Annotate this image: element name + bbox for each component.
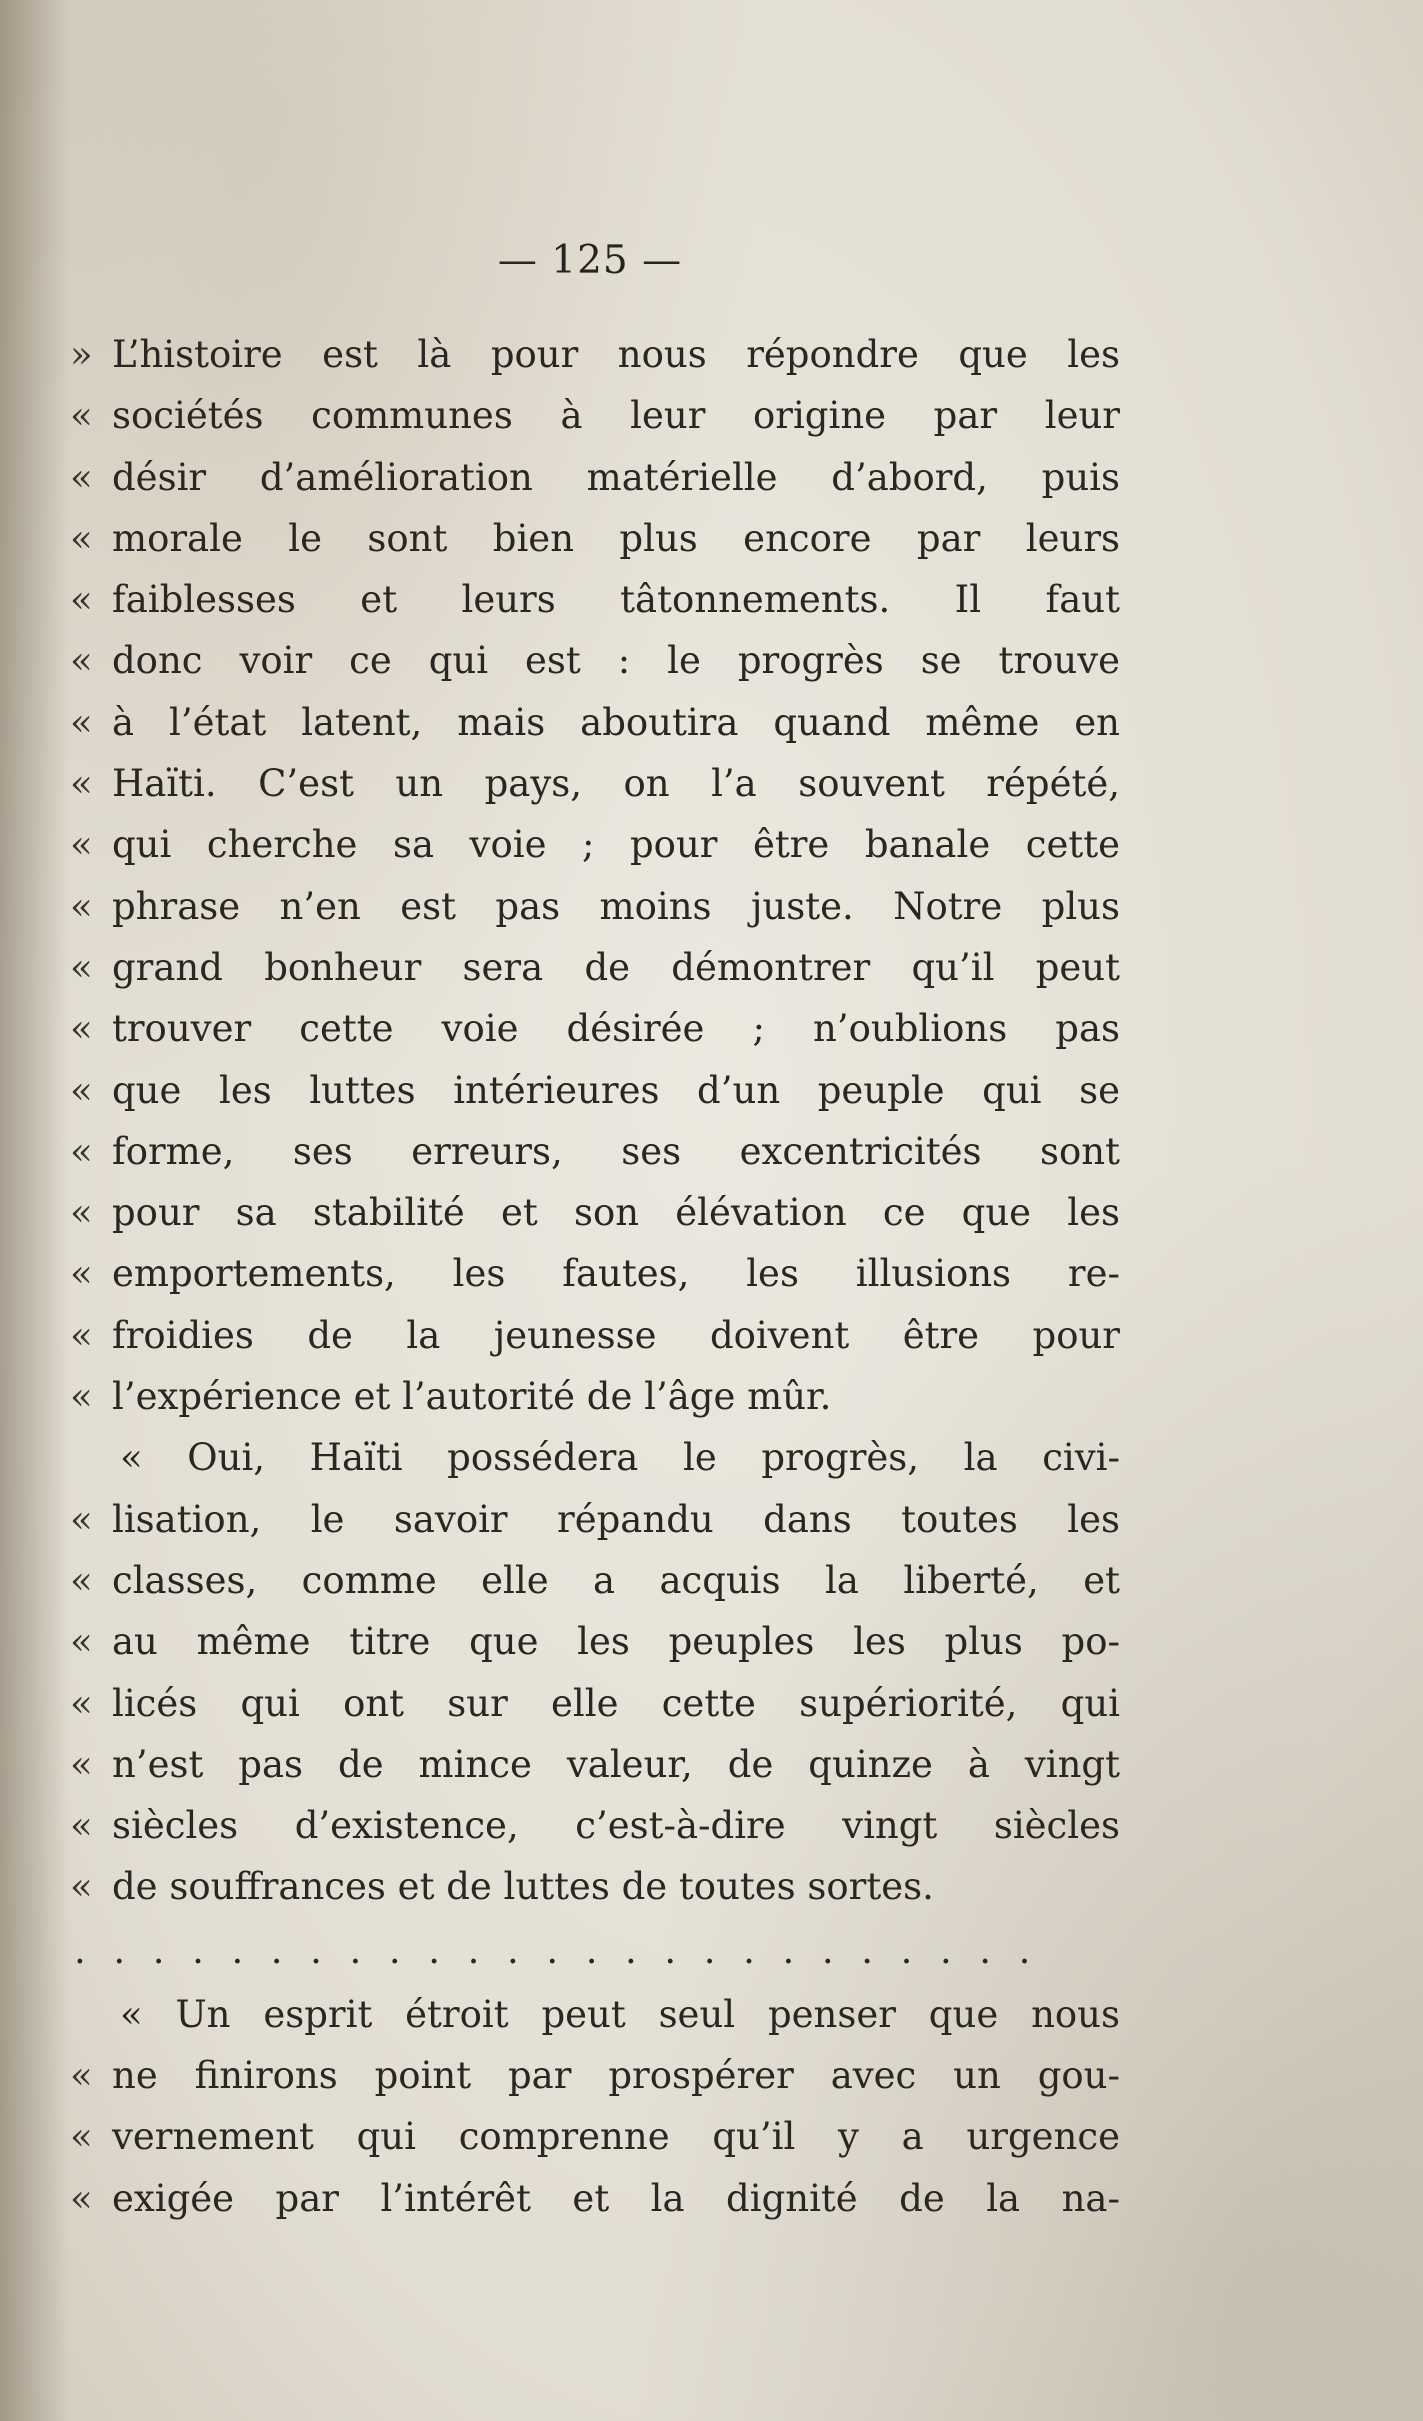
quote-mark: «	[70, 884, 93, 928]
line-text: sociétés communes à leur origine par leur	[112, 394, 1120, 438]
text-line	[70, 2168, 1120, 2229]
quote-mark: «	[70, 762, 93, 806]
paragraph-start-line	[70, 1427, 1120, 1488]
line-text: faiblesses et leurs tâtonnements. Il faut	[112, 578, 1120, 622]
quote-mark: «	[70, 1620, 93, 1664]
line-text: que les luttes intérieures d’un peuple qui se	[112, 1068, 1120, 1112]
text-line	[70, 1795, 1120, 1856]
text-line	[70, 1366, 1120, 1427]
quote-mark: «	[70, 1191, 93, 1235]
line-text: siècles d’existence, c’est-à-dire vingt siècles	[112, 1804, 1120, 1848]
ellipsis-dots: .........................	[74, 1928, 1059, 1972]
quote-mark	[70, 1427, 120, 1488]
quote-mark: «	[70, 2054, 93, 2098]
quote-mark: «	[70, 1681, 93, 1725]
quote-mark: «	[70, 1313, 93, 1357]
quote-mark: «	[70, 455, 93, 499]
text-line	[70, 1489, 1120, 1550]
line-text: de souffrances et de luttes de toutes sortes.	[112, 1865, 934, 1909]
quote-mark	[70, 1984, 120, 2045]
line-text: à l’état latent, mais aboutira quand même en	[112, 700, 1120, 744]
text-line	[70, 630, 1120, 691]
quote-mark: «	[70, 1007, 93, 1051]
quote-mark: «	[70, 1865, 93, 1909]
line-text: l’expérience et l’autorité de l’âge mûr.	[112, 1375, 832, 1419]
quote-mark: «	[70, 1375, 93, 1419]
text-line	[70, 1305, 1120, 1366]
quote-mark: «	[70, 2176, 93, 2220]
line-text: « Un esprit étroit peut seul penser que nous	[120, 1992, 1120, 2036]
quote-mark: «	[70, 823, 93, 867]
text-line	[70, 385, 1120, 446]
body-text	[70, 324, 1120, 2229]
line-text: classes, comme elle a acquis la liberté, et	[112, 1558, 1120, 1602]
quote-mark: «	[70, 578, 93, 622]
text-line	[70, 692, 1120, 753]
line-text: donc voir ce qui est : le progrès se trouve	[112, 639, 1120, 683]
text-line	[70, 753, 1120, 814]
quote-mark: «	[70, 1068, 93, 1112]
text-line	[70, 508, 1120, 569]
line-text: au même titre que les peuples les plus po-	[112, 1620, 1120, 1664]
quote-mark: «	[70, 700, 93, 744]
text-line	[70, 324, 1120, 385]
quote-mark: «	[70, 1497, 93, 1541]
line-text: lisation, le savoir répandu dans toutes les	[112, 1497, 1120, 1541]
line-text: licés qui ont sur elle cette supériorité, qui	[112, 1681, 1120, 1725]
text-line	[70, 937, 1120, 998]
text-line	[70, 2106, 1120, 2167]
text-line	[70, 2045, 1120, 2106]
line-text: L’histoire est là pour nous répondre que les	[112, 333, 1120, 376]
quote-mark: «	[70, 1252, 93, 1296]
quote-mark: «	[70, 945, 93, 989]
line-text: pour sa stabilité et son élévation ce que les	[112, 1191, 1120, 1235]
line-text: Haïti. C’est un pays, on l’a souvent répété,	[112, 762, 1120, 806]
text-line	[70, 1673, 1120, 1734]
text-line	[70, 569, 1120, 630]
text-line	[70, 1182, 1120, 1243]
line-text: trouver cette voie désirée ; n’oublions pas	[112, 1007, 1120, 1051]
line-text: vernement qui comprenne qu’il y a urgence	[112, 2115, 1120, 2159]
quote-mark: «	[70, 1129, 93, 1173]
text-line	[70, 998, 1120, 1059]
line-text: n’est pas de mince valeur, de quinze à vingt	[112, 1742, 1120, 1786]
text-line	[70, 1060, 1120, 1121]
text-line	[70, 1611, 1120, 1672]
line-text: qui cherche sa voie ; pour être banale cette	[112, 823, 1120, 867]
text-line	[70, 1243, 1120, 1304]
line-text: ne finirons point par prospérer avec un gou-	[112, 2054, 1120, 2098]
quote-mark: «	[70, 1558, 93, 1602]
text-line	[70, 1550, 1120, 1611]
quote-mark: «	[70, 1804, 93, 1848]
line-text: grand bonheur sera de démontrer qu’il peut	[112, 945, 1120, 989]
paragraph-start-line	[70, 1984, 1120, 2045]
line-text: « Oui, Haïti possédera le progrès, la civi-	[120, 1436, 1120, 1480]
quote-mark: «	[70, 394, 93, 438]
line-text: phrase n’en est pas moins juste. Notre plus	[112, 884, 1120, 928]
page-number: — 125 —	[497, 238, 683, 283]
line-text: forme, ses erreurs, ses excentricités sont	[112, 1129, 1120, 1173]
text-line	[70, 1856, 1120, 1917]
text-line	[70, 447, 1120, 508]
quote-mark: «	[70, 1742, 93, 1786]
line-text: exigée par l’intérêt et la dignité de la na-	[112, 2176, 1120, 2220]
line-text: emportements, les fautes, les illusions re-	[112, 1252, 1120, 1296]
line-text: froidies de la jeunesse doivent être pour	[112, 1313, 1120, 1357]
line-text: désir d’amélioration matérielle d’abord, puis	[112, 455, 1120, 499]
quote-mark: »	[70, 333, 93, 376]
quote-mark: «	[70, 639, 93, 683]
quote-mark: «	[70, 516, 93, 560]
quote-mark: «	[70, 2115, 93, 2159]
text-line	[70, 1121, 1120, 1182]
text-line	[70, 876, 1120, 937]
text-line	[70, 814, 1120, 875]
text-line	[70, 1734, 1120, 1795]
line-text: morale le sont bien plus encore par leurs	[112, 516, 1120, 560]
